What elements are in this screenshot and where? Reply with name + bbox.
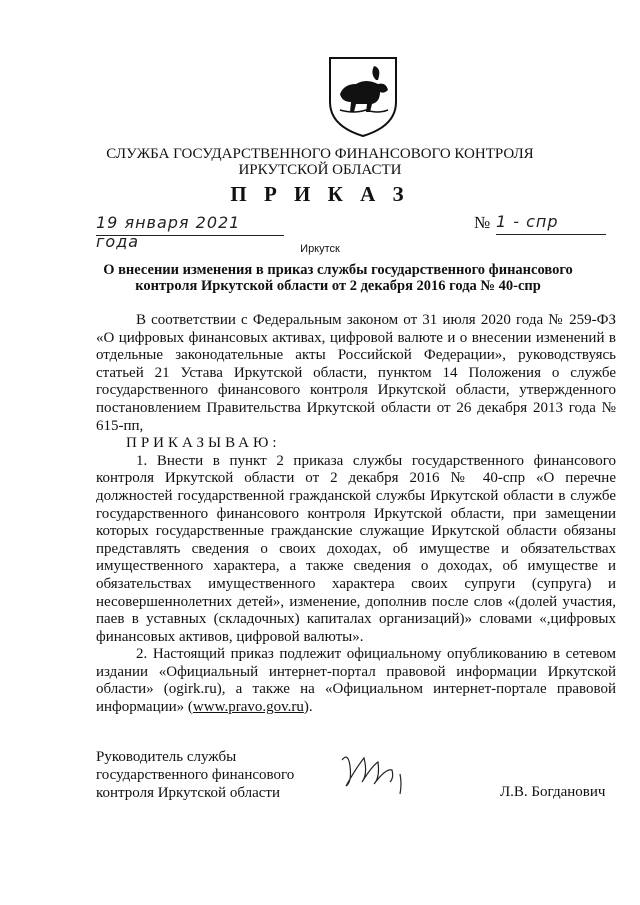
- city-label: Иркутск: [300, 243, 340, 255]
- item-2-text: 2. Настоящий приказ подлежит официальному опубликованию в сетевом издании «Официальный интернет-портал правовой информации Иркутской области» (ogirk.ru), а также на «Официальном интернет-портале правовой информации» (: [96, 646, 616, 716]
- preamble-paragraph: В соответствии с Федеральным законом от 31 июля 2020 года № 259-ФЗ «О цифровых финансовых активах, цифровой валюте и о внесении изменений в отдельные законодательные акты Российской Федерации», руководствуясь статьей 21 Устава Иркутской области, пунктом 14 Положения о службе государственного финансового контроля Иркутской области, утвержденного постановлением Правительства Иркутской области от 26 декабря 2013 года № 615-пп,: [96, 312, 616, 434]
- coat-of-arms-emblem: [326, 54, 400, 138]
- order-subject: О внесении изменения в приказ службы государственного финансового контроля Иркутской области от 2 декабря 2016 года № 40-спр: [103, 262, 573, 294]
- item-2-end: ).: [303, 699, 313, 716]
- signature-title-line-1: Руководитель службы: [96, 749, 237, 765]
- item-1-paragraph: 1. Внести в пункт 2 приказа службы государственного финансового контроля Иркутской области от 2 декабря 2016 № 40-спр «О перечне должностей государственной гражданской службы Иркутской области в службе государственного финансового контроля Иркутской области, при замещении которых государственные гражданские служащие Иркутской области обязаны представлять сведения о своих доходах, об имуществе и обязательствах имущественного характера, а также сведения о доходах, об имуществе и обязательствах имущественного характера своих супруги (супруга) и несовершеннолетних детей», изменение, дополнив после слов «(долей участия, паев в уставных (складочных) капиталах организаций)» словами «,цифровых финансовых активов, цифровой валюты».: [96, 452, 616, 645]
- signature-title-line-3: контроля Иркутской области: [96, 785, 280, 801]
- signature-title-line-2: государственного финансового: [96, 767, 295, 783]
- handwritten-number: 1 - спр: [496, 212, 606, 235]
- number-sign: №: [474, 213, 491, 232]
- signature-title-block: [96, 748, 326, 802]
- order-word: ПРИКАЗЫВАЮ:: [126, 435, 281, 452]
- order-number: [474, 213, 606, 235]
- handwritten-signature: [334, 748, 414, 798]
- agency-name-line-1: СЛУЖБА ГОСУДАРСТВЕННОГО ФИНАНСОВОГО КОНТРОЛЯ: [106, 146, 534, 162]
- document-title: П Р И К А З: [230, 182, 410, 206]
- signer-name: Л.В. Богданович: [500, 784, 606, 800]
- item-2-paragraph: [96, 646, 616, 716]
- handwritten-date: 19 января 2021 года: [96, 213, 284, 236]
- document-body: [96, 312, 616, 717]
- pravo-link[interactable]: www.pravo.gov.ru: [192, 699, 304, 716]
- agency-name-line-2: ИРКУТСКОЙ ОБЛАСТИ: [238, 162, 402, 178]
